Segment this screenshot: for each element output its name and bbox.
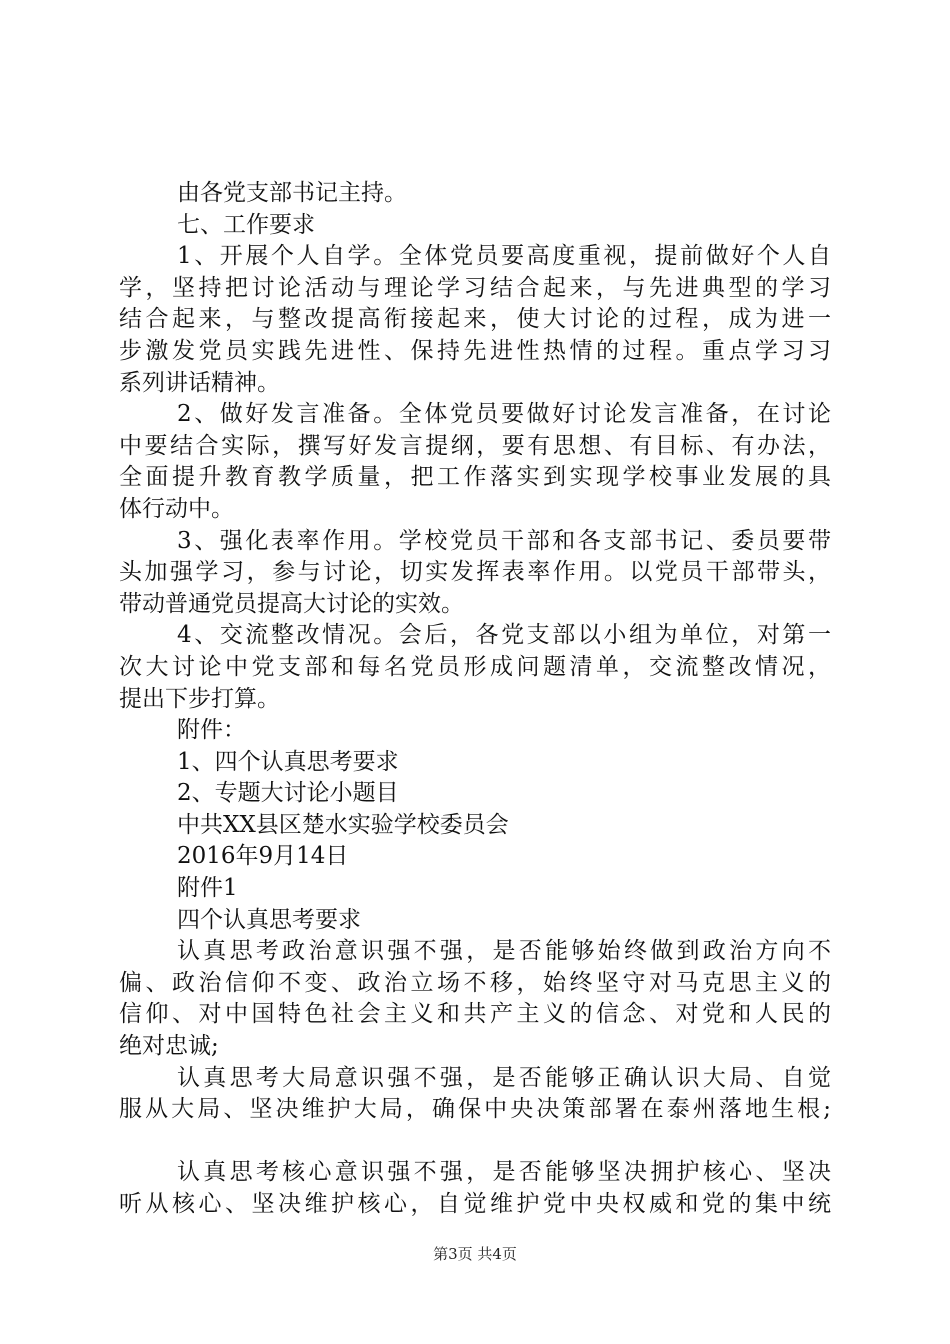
text-line: 全面提升教育教学质量，把工作落实到实现学校事业发展的具	[119, 464, 831, 491]
text-line: 偏、政治信仰不变、政治立场不移，始终坚守对马克思主义的	[119, 969, 831, 996]
text-line: 附件1	[177, 875, 238, 902]
text-line: 听从核心、坚决维护核心，自觉维护党中央权威和党的集中统	[119, 1191, 831, 1217]
text-line: 带动普通党员提高大讨论的实效。	[119, 590, 464, 617]
text-line: 1、四个认真思考要求	[177, 748, 399, 775]
blank-line	[119, 1126, 831, 1158]
text-line: 附件：	[177, 717, 246, 744]
text-line: 体行动中。	[119, 495, 234, 522]
text-line: 四个认真思考要求	[177, 906, 361, 933]
page-footer: 第3页 共4页	[433, 1245, 517, 1263]
text-line: 由各党支部书记主持。	[177, 180, 407, 206]
text-line: 1、开展个人自学。全体党员要高度重视，提前做好个人自	[177, 243, 831, 270]
text-line: 中要结合实际，撰写好发言提纲，要有思想、有目标、有办法，	[119, 432, 831, 459]
text-line: 次大讨论中党支部和每名党员形成问题清单，交流整改情况，	[119, 653, 831, 680]
document-body	[119, 178, 831, 1221]
text-line: 头加强学习，参与讨论，切实发挥表率作用。以党员干部带头，	[119, 559, 831, 586]
text-line: 2、做好发言准备。全体党员要做好讨论发言准备，在讨论	[177, 401, 831, 428]
text-line: 认真思考大局意识强不强，是否能够正确认识大局、自觉	[177, 1064, 831, 1091]
text-line: 绝对忠诚;	[119, 1033, 219, 1060]
text-line: 2016年9月14日	[177, 843, 349, 870]
text-line: 认真思考核心意识强不强，是否能够坚决拥护核心、坚决	[177, 1159, 831, 1186]
text-line: 七、工作要求	[177, 211, 315, 238]
text-line: 结合起来，与整改提高衔接起来，使大讨论的过程，成为进一	[119, 306, 831, 333]
text-line: 提出下步打算。	[119, 685, 280, 712]
text-line: 中共XX县区楚水实验学校委员会	[177, 811, 509, 838]
text-line: 系列讲话精神。	[119, 369, 280, 396]
text-line: 3、强化表率作用。学校党员干部和各支部书记、委员要带	[177, 527, 831, 554]
text-line: 2、专题大讨论小题目	[177, 780, 399, 807]
text-line: 信仰、对中国特色社会主义和共产主义的信念、对党和人民的	[119, 1001, 831, 1028]
text-line: 服从大局、坚决维护大局，确保中央决策部署在泰州落地生根;	[119, 1096, 831, 1123]
text-line: 4、交流整改情况。会后，各党支部以小组为单位，对第一	[177, 622, 831, 649]
text-line: 步激发党员实践先进性、保持先进性热情的过程。重点学习习	[119, 337, 831, 364]
text-line: 认真思考政治意识强不强，是否能够始终做到政治方向不	[177, 938, 831, 965]
text-line: 学，坚持把讨论活动与理论学习结合起来，与先进典型的学习	[119, 274, 831, 301]
